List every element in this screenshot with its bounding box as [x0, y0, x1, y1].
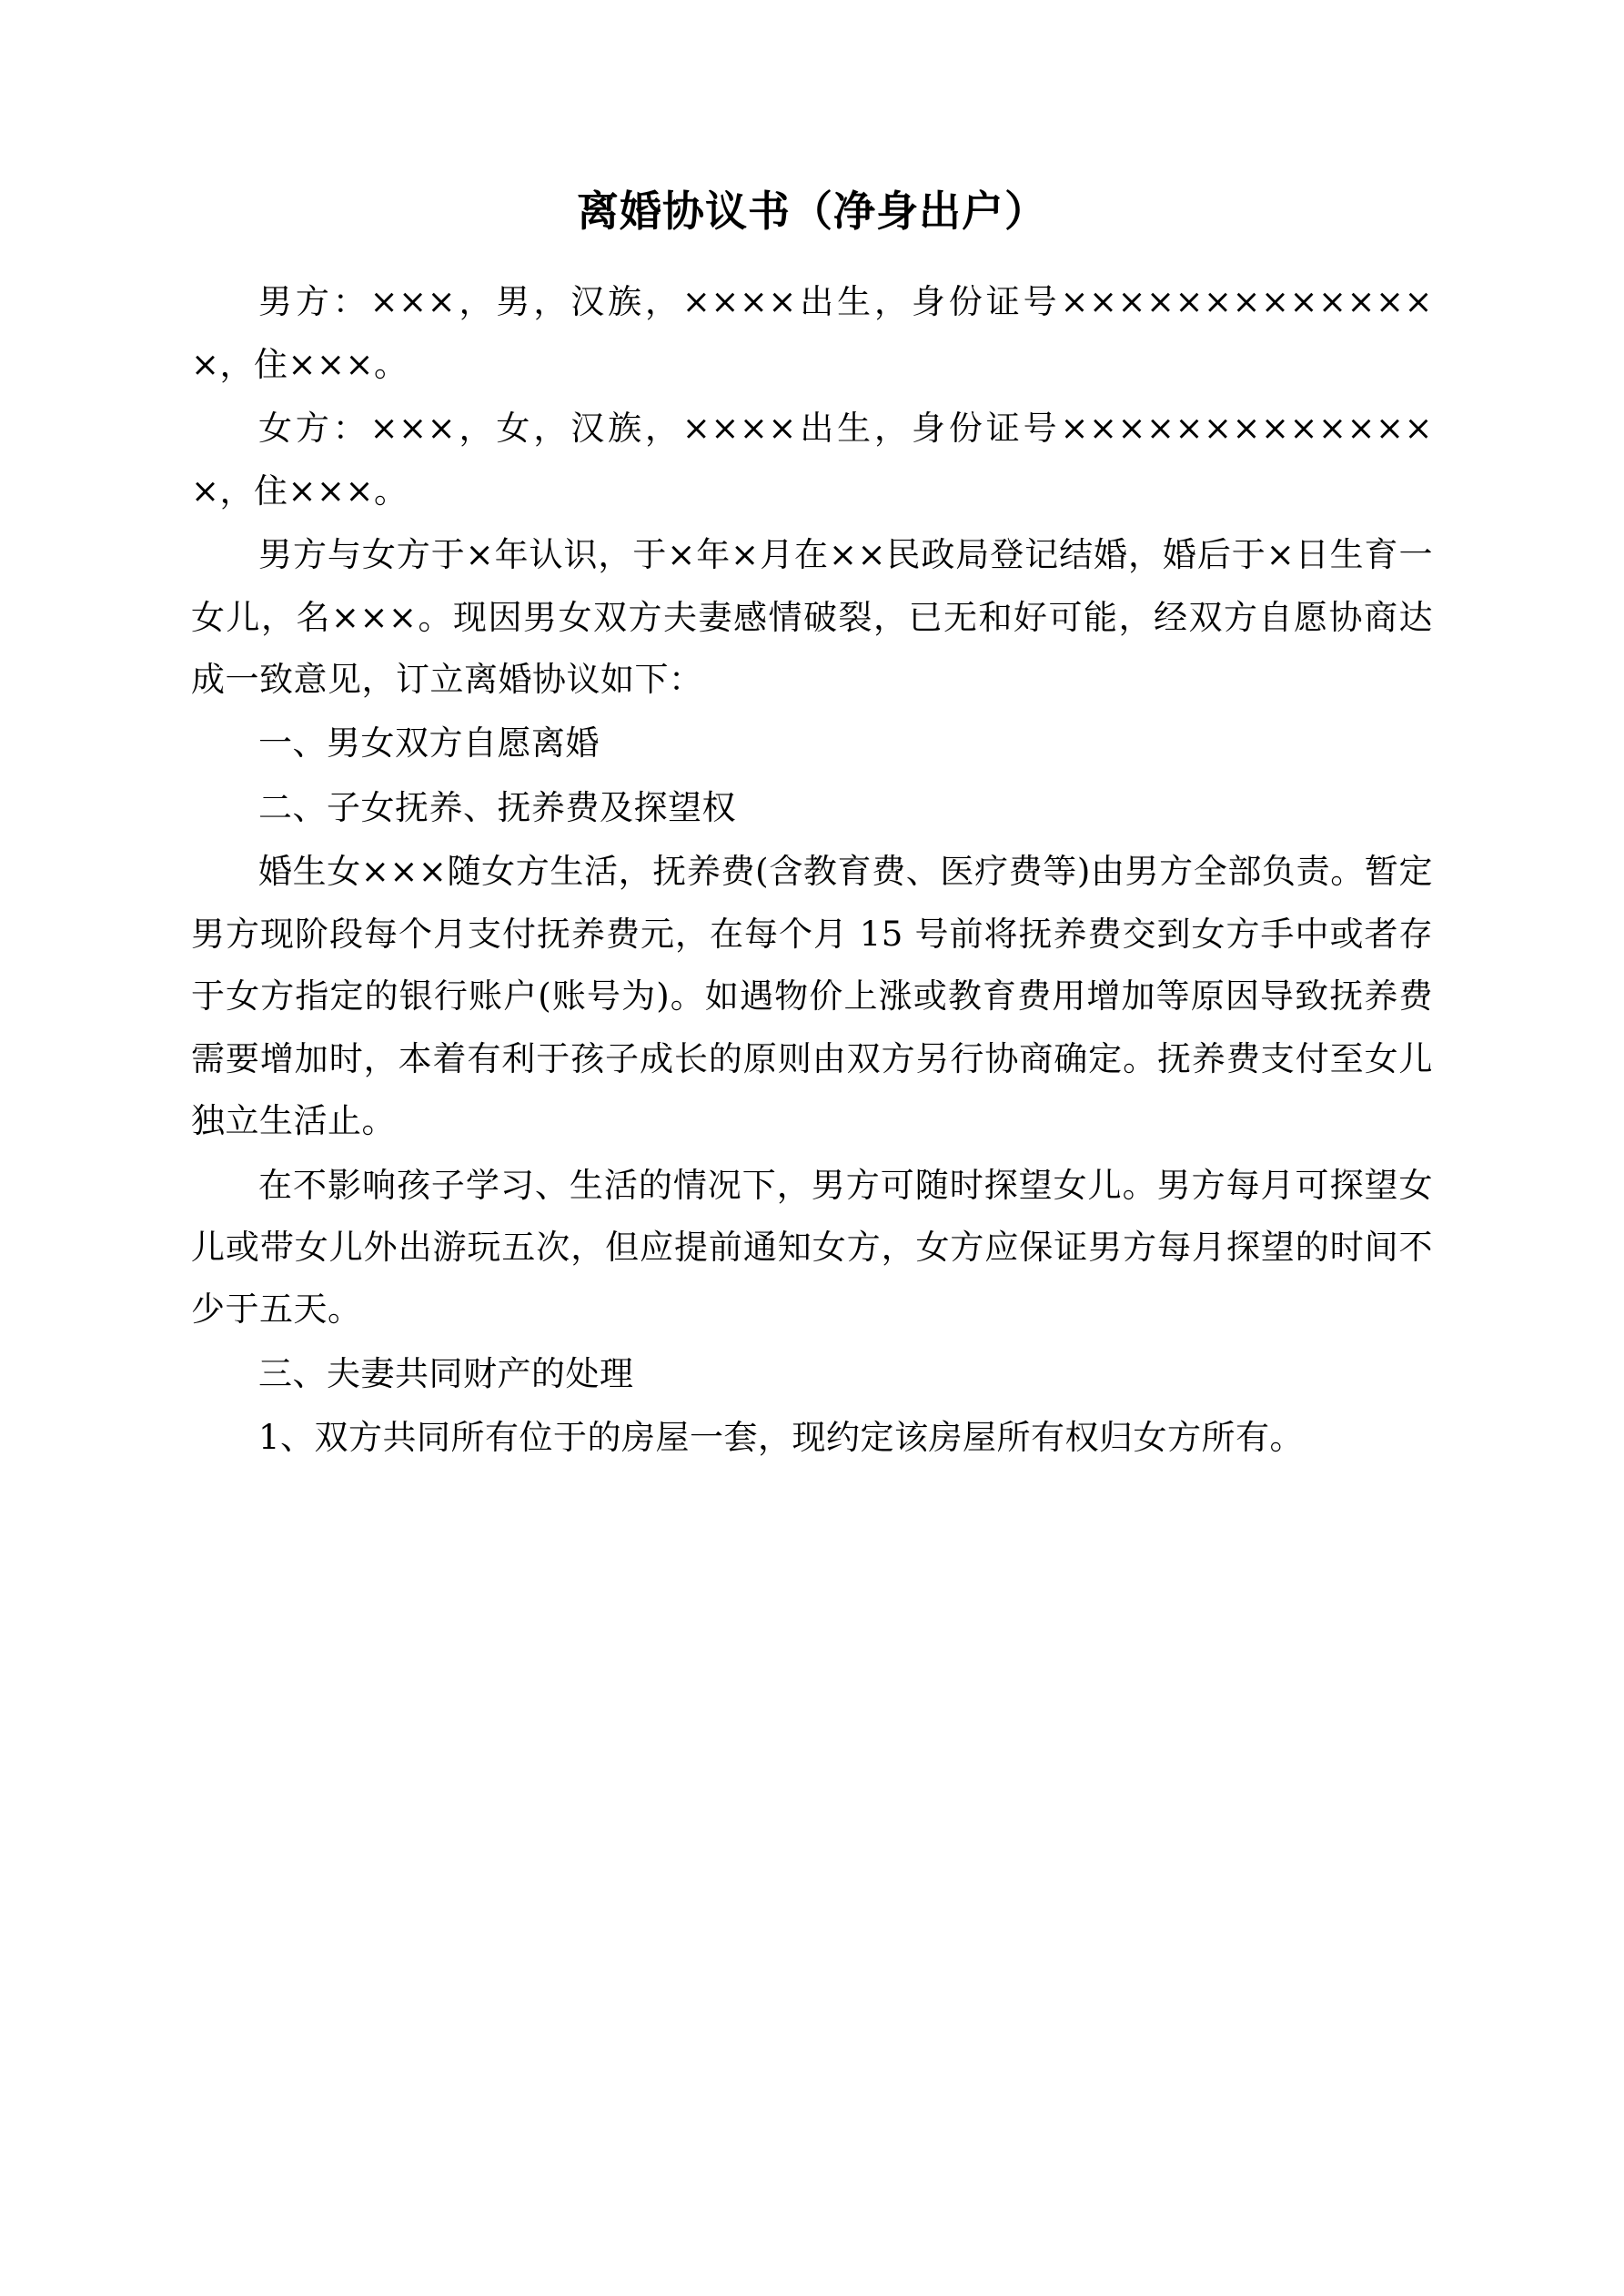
paragraph-wife-info: 女方：×××，女，汉族，××××出生，身份证号××××××××××××××，住×××。: [191, 409, 1433, 511]
paragraph-support-payment: 婚生女×××随女方生活，抚养费(含教育费、医疗费等)由男方全部负责。暂定男方现阶段每个月支付抚养费元，在每个月 15 号前将抚养费交到女方手中或者存于女方指定的银行账户(账号为)。如遇物价上涨或教育费用增加等原因导致抚养费需要增加时，本着有利于孩子成长的原则由双方另行协商确定。抚养费支付至女儿独立生活止。: [191, 852, 1433, 1141]
paragraph-marriage-background: 男方与女方于×年认识，于×年×月在××民政局登记结婚，婚后于×日生育一女儿，名×××。现因男女双方夫妻感情破裂，已无和好可能，经双方自愿协商达成一致意见，订立离婚协议如下：: [191, 535, 1433, 700]
clause-two-custody-heading: 二、子女抚养、抚养费及探望权: [258, 787, 736, 827]
paragraph-property-item-1: 1、双方共同所有位于的房屋一套，现约定该房屋所有权归女方所有。: [258, 1418, 1305, 1458]
clause-three-property-heading: 三、夫妻共同财产的处理: [258, 1353, 634, 1393]
paragraph-visitation-rights: 在不影响孩子学习、生活的情况下，男方可随时探望女儿。男方每月可探望女儿或带女儿外出游玩五次，但应提前通知女方，女方应保证男方每月探望的时间不少于五天。: [191, 1165, 1433, 1330]
clause-one-voluntary-divorce: 一、男女双方自愿离婚: [258, 723, 600, 764]
paragraph-husband-info: 男方：×××，男，汉族，××××出生，身份证号××××××××××××××，住×××。: [191, 282, 1433, 384]
page-title: 离婚协议书（净身出户）: [577, 187, 1047, 236]
